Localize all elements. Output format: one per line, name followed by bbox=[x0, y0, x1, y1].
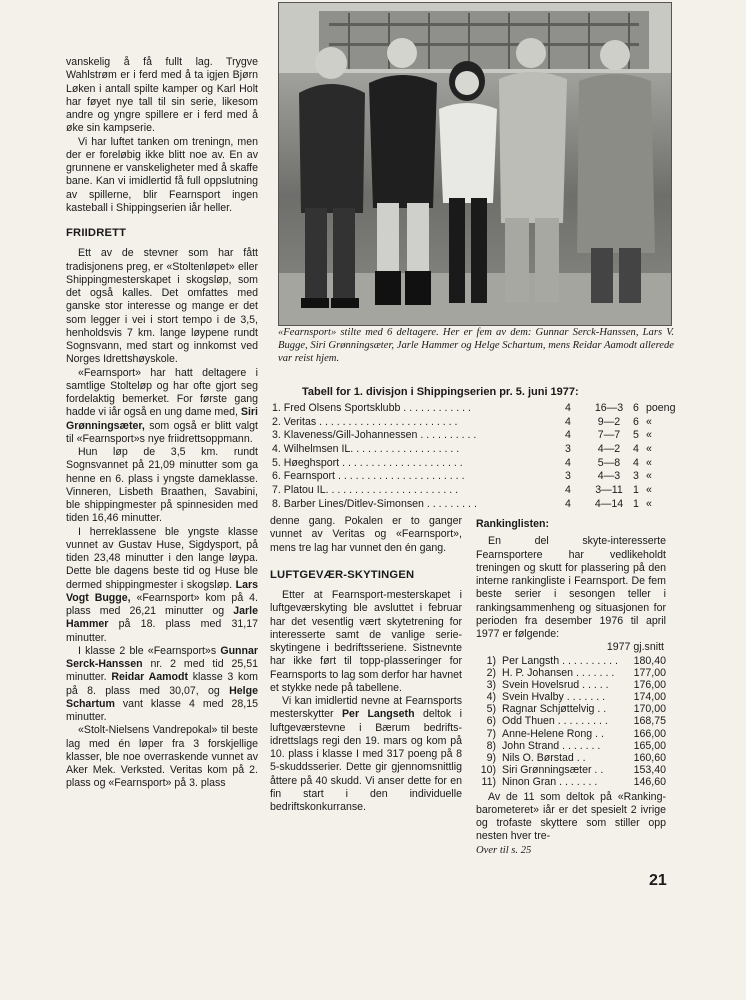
ranking-row bbox=[476, 691, 666, 703]
points-cell: 4 bbox=[633, 456, 639, 469]
unit-cell: « bbox=[646, 484, 652, 497]
middle-column bbox=[270, 515, 462, 814]
rank-number: 6) bbox=[486, 715, 496, 728]
points-cell: 5 bbox=[633, 429, 639, 442]
team-photo bbox=[278, 2, 672, 326]
games-cell: 4 bbox=[565, 456, 571, 469]
table-row bbox=[272, 429, 672, 443]
section-heading-luftgevaer: LUFTGEVÆR-SKYTINGEN bbox=[270, 568, 415, 581]
games-cell: 4 bbox=[565, 497, 571, 510]
table-row bbox=[272, 416, 672, 430]
rank-number: 2) bbox=[486, 666, 496, 679]
rank-number: 1) bbox=[486, 654, 496, 667]
rank-name: Svein Hovelsrud . . . . . bbox=[502, 678, 609, 691]
games-cell: 3 bbox=[565, 470, 571, 483]
team-cell: 8. Barber Lines/Ditlev-Simonsen . . . . . . . . . bbox=[272, 497, 477, 510]
rank-score: 180,40 bbox=[633, 654, 666, 667]
ranking-list bbox=[476, 655, 666, 789]
unit-cell: « bbox=[646, 443, 652, 456]
ranking-row bbox=[476, 764, 666, 776]
rank-name: John Strand . . . . . . . bbox=[502, 739, 601, 752]
unit-cell: « bbox=[646, 497, 652, 510]
team-cell: 3. Klaveness/Gill-Johannessen . . . . . . . . . . bbox=[272, 429, 477, 442]
goals-cell: 4—3 bbox=[597, 470, 621, 483]
ranking-row bbox=[476, 715, 666, 727]
ranking-row bbox=[476, 776, 666, 788]
points-cell: 6 bbox=[633, 415, 639, 428]
goals-cell: 16—3 bbox=[594, 402, 624, 414]
paragraph: «Fearnsport» har hatt deltagere i samtlige Stolteløp og har ofte gjort seg fordelaktig bemerket. For første gang hadde vi iår også en ung dame med, Siri Grønningsæter, som også er blitt valgt til «Fearnsport»s nye friidrettsoppmann. bbox=[66, 366, 258, 445]
rank-score: 160,60 bbox=[633, 752, 666, 764]
ranking-row bbox=[476, 667, 666, 679]
unit-cell: « bbox=[646, 429, 652, 442]
table-title: Tabell for 1. divisjon i Shippingserien pr. 5. juni 1977: bbox=[302, 386, 579, 398]
table-row bbox=[272, 457, 672, 471]
rank-name: Svein Hvalby . . . . . . . bbox=[502, 691, 606, 704]
paragraph: «Stolt-Nielsens Vandrepokal» til beste lag med én løper fra 3 forskjellige klasser, ble noe overraskende vunnet av Aker Mek. Verksted. Veritas kom på 2. plass og «Fearnsport» på 3. plass bbox=[66, 724, 258, 790]
rank-number: 10) bbox=[480, 764, 496, 777]
league-table bbox=[272, 402, 676, 512]
paragraph: Etter at Fearnsport-mesterskapet i luftgeværskyting ble avsluttet i februar har det vesentlig vært skytetrening for interesserte samt de vanlige serie-skytingene i bedriftsseriene. Sistnevnte har ikke ført til topp-plasseringer for Fearnsports to lag som derfor har havnet et stykke nede på tabellene. bbox=[270, 589, 462, 694]
team-cell: 6. Fearnsport . . . . . . . . . . . . . . . . . . . . . . bbox=[272, 470, 465, 483]
paragraph: En del skyte-interesserte Fearnsportere har vedlikeholdt treningen og skutt for plassering på den interne rankingliste i Fearnsport. De fem beste serier i sesongen teller i rankingsammenheng og situasjonen for perioden fra desember 1976 til april 1977 er følgende: bbox=[476, 535, 666, 640]
points-cell: 1 bbox=[633, 484, 639, 497]
rank-score: 146,60 bbox=[633, 776, 666, 789]
rank-name: Ragnar Schjøttelvig . . bbox=[502, 703, 607, 716]
games-cell: 4 bbox=[565, 415, 571, 428]
paragraph: Vi kan imidlertid nevne at Fearnsports mesterskytter Per Langseth deltok i luftgeværstevne i Bærum bedrifts-idrettslags regi den 19. mars og kom på 10. plass i klasse I med 317 poeng på 8 5-skuddsserier. Dette gir gjennomsnittlig åttere på 40 skudd. Vi anser dette for en fin start i den individuelle bedriftskonkurranse. bbox=[270, 695, 462, 813]
rank-score: 176,00 bbox=[633, 678, 666, 691]
ranking-row bbox=[476, 728, 666, 740]
rank-number: 8) bbox=[486, 739, 496, 752]
rank-name: Ninon Gran . . . . . . . bbox=[502, 776, 598, 789]
rank-name: Nils O. Børstad . . bbox=[502, 752, 586, 764]
paragraph: Ett av de stevner som har fått tradisjonens preg, er «Stoltenløpet» eller Shippingmesterskapet i skogsløp, som det også kalles. Det omfattes med ganske stor interesse og mange er det som legger i vei i stort tempo i de 3,5, henholdsvis 7 km. lange løypene rundt Sognsvann, med start og innkomst ved Norges Idrettshøyskole. bbox=[66, 247, 258, 366]
games-cell: 4 bbox=[565, 402, 571, 414]
ranking-row bbox=[476, 655, 666, 667]
table-row bbox=[272, 443, 672, 457]
team-cell: 1. Fred Olsens Sportsklubb . . . . . . . . . . . . bbox=[272, 402, 472, 414]
paragraph: Vi har luftet tanken om treningn, men der er foreløbig ikke blitt noe av. En av grunnene er vanskeligheter med å skaffe bane. Kan vi imidlertid få full oppslutning av spillerne, blir Fearnsport ingen kasteball i Shippingserien iår heller. bbox=[66, 135, 258, 214]
left-column bbox=[66, 56, 258, 791]
rank-name: H. P. Johansen . . . . . . . bbox=[502, 666, 615, 679]
goals-cell: 7—7 bbox=[597, 429, 621, 442]
unit-cell: poeng bbox=[646, 402, 676, 414]
ranking-heading: Rankinglisten: bbox=[476, 518, 549, 530]
rank-score: 170,00 bbox=[633, 703, 666, 716]
paragraph: I klasse 2 ble «Fearnsport»s Gunnar Serck-Hanssen nr. 2 med tid 25,51 minutter. Reidar Aamodt klasse 3 kom på 8. plass med 30,07, og Helge Schartum vant klasse 4 med 28,15 minutter. bbox=[66, 644, 259, 723]
photo-caption: «Fearnsport» stilte med 6 deltagere. Her er fem av dem: Gunnar Serck-Hanssen, Lars V. Bugge, Siri Grønningsæter, Jarle Hammer og Helge Schartum, mens Reidar Aamodt allerede var reist hjem. bbox=[278, 327, 674, 364]
points-cell: 6 bbox=[633, 402, 639, 414]
paragraph: vanskelig å få fullt lag. Trygve Wahlstrøm er i ferd med å ta igjen Bjørn Løken i antall spilte kamper og Karl Holt har føyet nye tall til sin serie, likesom andre og yngre spillere er i ferd med å øke sin kampserie. bbox=[66, 56, 258, 135]
section-heading-friidrett: FRIIDRETT bbox=[66, 227, 127, 239]
page-number: 21 bbox=[649, 872, 667, 889]
continued-note: Over til s. 25 bbox=[476, 844, 532, 856]
paragraph: I herreklassene ble yngste klasse vunnet av Gustav Huse, Sigdysport, på tiden 23,48 minutter i den lange løypa. Dette ble dagens beste tid og Huse ble dermed shippingmester i skogsløp. Lars Vogt Bugge, «Fearnsport» kom på 4. plass med 26,21 minutter og Jarle Hammer på 18. plass med 31,17 minutter. bbox=[66, 525, 258, 644]
team-cell: 2. Veritas . . . . . . . . . . . . . . . . . . . . . . . . bbox=[272, 415, 458, 428]
goals-cell: 9—2 bbox=[597, 415, 621, 428]
rank-number: 11) bbox=[481, 776, 496, 789]
points-cell: 3 bbox=[633, 470, 639, 483]
photo-illustration bbox=[279, 3, 671, 325]
unit-cell: « bbox=[646, 456, 652, 469]
rank-score: 165,00 bbox=[633, 739, 666, 752]
unit-cell: « bbox=[646, 415, 652, 428]
table-row bbox=[272, 498, 672, 512]
team-cell: 7. Platou IL. . . . . . . . . . . . . . . . . . . . . . . bbox=[272, 484, 459, 497]
games-cell: 4 bbox=[565, 429, 571, 442]
right-column bbox=[476, 518, 666, 857]
team-cell: 5. Høeghsport . . . . . . . . . . . . . . . . . . . . . bbox=[272, 456, 463, 469]
table-row bbox=[272, 470, 672, 484]
goals-cell: 4—2 bbox=[597, 443, 621, 456]
ranking-row bbox=[476, 679, 666, 691]
rank-name: Siri Grønningsæter . . bbox=[502, 764, 604, 777]
rank-name: Odd Thuen . . . . . . . . . bbox=[502, 715, 608, 728]
ranking-row bbox=[476, 740, 666, 752]
rank-number: 3) bbox=[486, 678, 496, 691]
table-row bbox=[272, 484, 672, 498]
ranking-row bbox=[476, 703, 666, 715]
paragraph: Hun løp de 3,5 km. rundt Sognsvannet på 21,09 minutter som ga henne en 6. plass i yngste dameklasse. Vinneren, Lisbeth Braathen, Savabini, ble shippingmester på spinnesiden med tiden 16,46 minutter. bbox=[66, 446, 258, 525]
rank-number: 9) bbox=[486, 752, 496, 764]
rank-name: Anne-Helene Rong . . bbox=[502, 727, 604, 740]
goals-cell: 4—14 bbox=[594, 497, 624, 510]
goals-cell: 3—11 bbox=[595, 484, 623, 497]
table-row bbox=[272, 402, 676, 416]
paragraph: denne gang. Pokalen er to ganger vunnet av Veritas og «Fearnsport», mens tre lag har vunnet den én gang. bbox=[270, 515, 462, 554]
games-cell: 4 bbox=[565, 484, 571, 497]
unit-cell: « bbox=[646, 470, 652, 483]
goals-cell: 5—8 bbox=[597, 456, 621, 469]
rank-score: 153,40 bbox=[633, 764, 666, 777]
points-cell: 4 bbox=[633, 443, 639, 456]
rank-score: 168,75 bbox=[633, 715, 666, 728]
paragraph: Av de 11 som deltok på «Ranking-barometeret» iår er det spesielt 2 ivrige og trofaste skyttere som stiller opp nesten hver tre- bbox=[476, 790, 666, 843]
ranking-row bbox=[476, 752, 666, 764]
rank-number: 7) bbox=[486, 727, 496, 740]
ranking-column-header: 1977 gj.snitt bbox=[606, 641, 664, 654]
rank-name: Per Langsth . . . . . . . . . . bbox=[502, 654, 618, 667]
points-cell: 1 bbox=[633, 497, 639, 510]
rank-score: 174,00 bbox=[633, 691, 666, 704]
rank-score: 177,00 bbox=[633, 666, 666, 679]
team-cell: 4. Wilhelmsen IL. . . . . . . . . . . . . . . . . . . bbox=[272, 443, 460, 456]
rank-number: 4) bbox=[486, 691, 496, 704]
rank-score: 166,00 bbox=[633, 727, 666, 740]
games-cell: 3 bbox=[565, 443, 571, 456]
rank-number: 5) bbox=[486, 703, 496, 716]
